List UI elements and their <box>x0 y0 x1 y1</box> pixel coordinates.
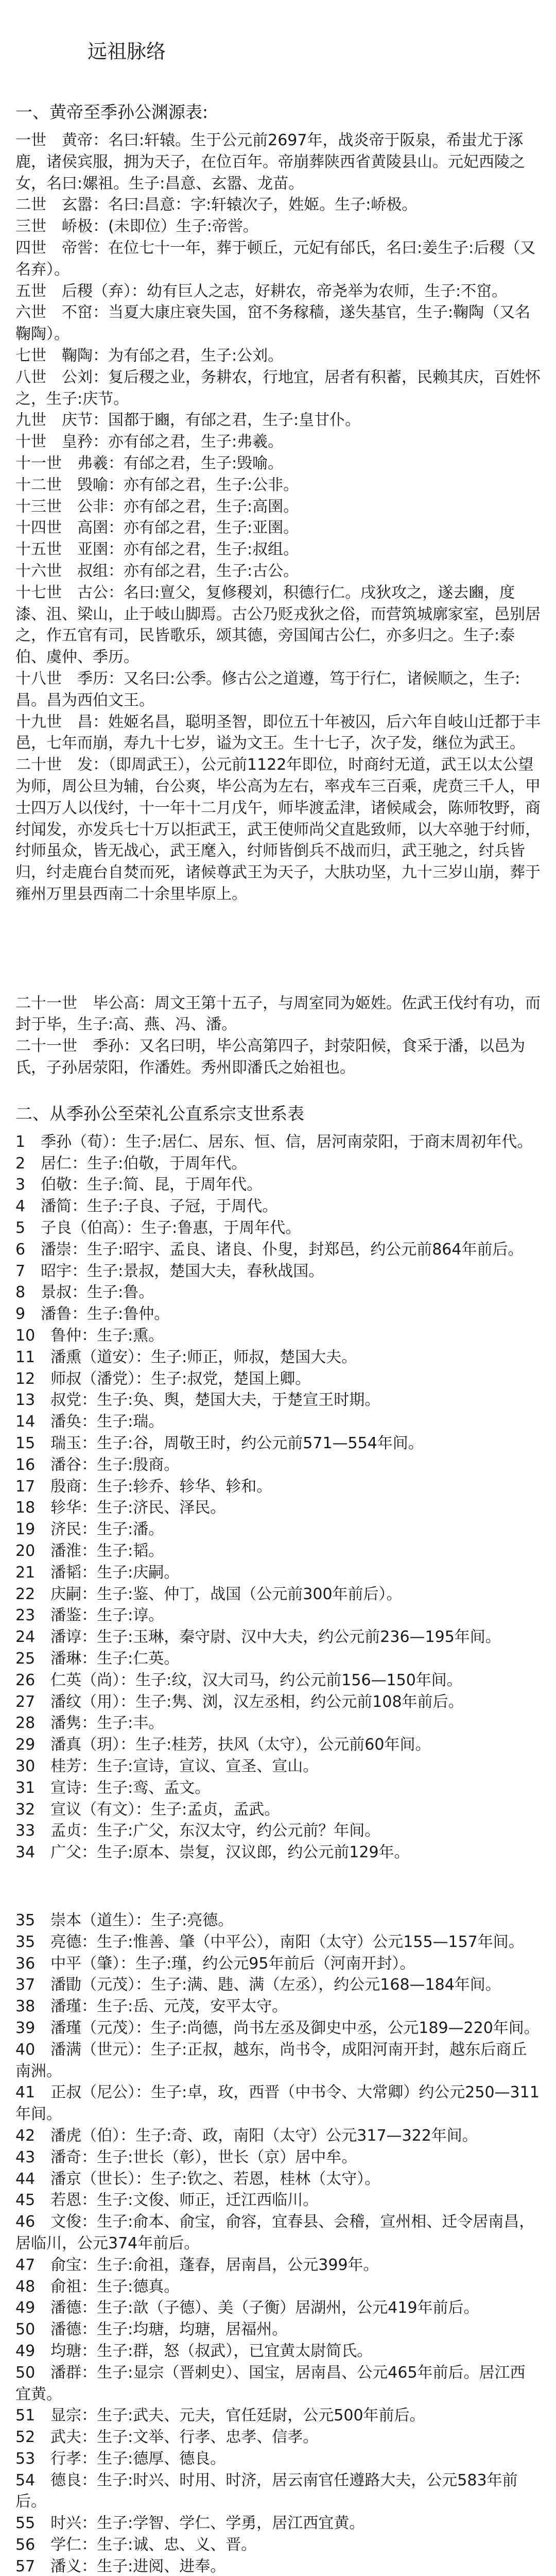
lineage-entry: 52 武夫：生子:文举、行孝、忠孝、信孝。 <box>15 2428 319 2447</box>
lineage-entry: 35 亮德：生子:惟善、肇（中平公），南阳（太守）公元155—157年间。 <box>15 1933 524 1951</box>
lineage-entry: 二世 玄嚣：名曰:昌意：字:轩辕次子，姓姬。生子:峤极。 <box>15 196 418 214</box>
lineage-entry: 56 学仁：生子:诚、忠、义、晋。 <box>15 2536 257 2554</box>
lineage-entry: 31 宣诗：生子:鸾、孟文。 <box>15 1778 211 1797</box>
lineage-entry: 45 若恩：生子:文俊、师正，迁江西临川。 <box>15 2191 319 2210</box>
lineage-entry: 十八世 季历：又名曰:公季。修古公之道遵，笃于行仁，诸候顺之，生子:昌。昌为西伯文王。 <box>15 669 520 709</box>
lineage-entry: 十七世 古公：名曰:亶父，复修稷刘，积德行仁。戌狄攻之，遂去豳，度漆、沮、梁山，止于岐山脚焉。古公乃贬戎狄之俗，而营筑城廓家室，邑别居之，作五官有司，民皆歌乐，颂其德，旁国闻古公仁，亦多归之。生子:泰伯、虞仲、季历。 <box>15 583 541 667</box>
lineage-entry: 33 孟贞：生子:广父，东汉太守，约公元前？年间。 <box>15 1822 380 1840</box>
lineage-entry: 2 居仁：生子:伯敬，于周年代。 <box>15 1154 247 1173</box>
lineage-entry: 41 正叔（尼公）：生子:卓，玫，西晋（中书令、大常卿）约公元250—311年间。 <box>15 2083 540 2124</box>
lineage-entry: 15 瑞玉：生子:谷，周敬王时，约公元前571—554年间。 <box>15 1434 424 1453</box>
lineage-entry: 38 潘瑾：生子:岳、元茂，安平太守。 <box>15 1997 288 2016</box>
origin-lineage-list <box>15 130 541 905</box>
lineage-entry: 25 潘琳：生子:仁英。 <box>15 1650 180 1668</box>
lineage-entry: 四世 帝喾：在位七十一年，葬于顿丘，元妃有邰氏，名曰:姜生子:后稷（又名弃）。 <box>15 239 536 279</box>
lineage-entry: 55 时兴：生子:学智、学仁、学勇，居江西宜黄。 <box>15 2514 365 2533</box>
lineage-entry: 23 潘鉴：生子:谆。 <box>15 1606 164 1625</box>
lineage-entry: 二十一世 毕公高：周文王第十五子，与周室同为姬姓。佐武王伐纣有功，而封于毕，生子:高、燕、冯、潘。 <box>15 994 541 1034</box>
lineage-entry: 一世 黄帝：名曰:轩辕。生于公元前2697年，战炎帝于阪泉，希蚩尤于涿鹿，诸侯宾服，拥为天子，在位百年。帝崩葬陕西省黄陵县山。元妃西陵之女，名曰:嫘祖。生子:昌意、玄嚣、龙苗。 <box>15 131 525 193</box>
lineage-entry: 16 潘谷：生子:殷商。 <box>15 1455 180 1474</box>
lineage-entry: 二十一世 季孙：又名曰明，毕公高第四子，封荥阳候，食采于潘，以邑为氏，子孙居荥阳，作潘姓。秀州即潘氏之始祖也。 <box>15 1037 525 1077</box>
lineage-entry: 48 俞祖：生子:德真。 <box>15 2277 180 2296</box>
lineage-entry: 57 潘义：生子:进阅、进奉。 <box>15 2557 226 2575</box>
lineage-entry: 49 潘德：生子:歆（子德）、美（子衡）居湖州，公元419年前后。 <box>15 2299 479 2317</box>
lineage-entry: 9 潘鲁：生子:鲁仲。 <box>15 1305 170 1324</box>
lineage-entry: 32 宣议（有文）：生子:孟贞，孟武。 <box>15 1800 280 1819</box>
lineage-entry: 35 崇本（道生）：生子:亮德。 <box>15 1911 234 1929</box>
lineage-entry: 十二世 毁喻：亦有邰之君，生子:公非。 <box>15 476 299 494</box>
lineage-entry: 39 潘瑾（元茂）：生子:尚德，尚书左丞及御史中丞，公元189—220年间。 <box>15 2019 540 2037</box>
lineage-entry: 28 潘隽：生子:丰。 <box>15 1714 164 1733</box>
section-heading-lineage-origin: 一、黄帝至季孙公渊源表: <box>15 102 208 122</box>
lineage-entry: 九世 庆节：国都于豳，有邰之君，生子:皇甘仆。 <box>15 411 361 430</box>
lineage-entry: 十九世 昌：姓姬名昌，聪明圣智，即位五十年被囚，后六年自岐山迁都于丰邑，七年而崩，寿九十七岁，谥为文王。生十七子，次子发，继位为武王。 <box>15 713 541 753</box>
lineage-entry: 22 庆嗣：生子:鉴、仲丁，战国（公元前300年前后）。 <box>15 1585 402 1603</box>
lineage-entry: 44 潘京（世长）：生子:钦之、若恩，桂林（太守）。 <box>15 2170 380 2188</box>
lineage-entry: 12 师叔（潘党）：生子:叔党，楚国上卿。 <box>15 1369 311 1388</box>
lineage-entry: 51 显宗：生子:武夫、元夫，官任廷尉，公元500年前后。 <box>15 2406 425 2425</box>
lineage-entry: 53 行孝：生子:德厚、德良。 <box>15 2449 226 2468</box>
lineage-entry: 47 俞宝：生子:俞祖，蓬春，居南昌，公元399年。 <box>15 2256 379 2274</box>
lineage-entry: 十四世 高圉：亦有邰之君，生子:亚圉。 <box>15 519 299 537</box>
lineage-entry: 30 桂芳：生子:宣诗，宣议、宣圣、宣山。 <box>15 1757 319 1775</box>
origin-lineage-list-continued <box>15 993 541 1079</box>
lineage-entry: 11 潘熏（道安）：生子:师正，师叔，楚国大夫。 <box>15 1348 357 1366</box>
lineage-entry: 8 景叔：生子:鲁。 <box>15 1283 154 1302</box>
lineage-entry: 19 济民：生子:潘。 <box>15 1520 164 1539</box>
lineage-entry: 50 潘德：生子:均瑭，均瑭，居福州。 <box>15 2320 288 2339</box>
lineage-entry: 29 潘真（玥）：生子:桂芳，扶风（太守），公元前60年间。 <box>15 1736 431 1754</box>
lineage-entry: 36 中平（肇）：生子:瑾，约公元95年前后（河南开封）。 <box>15 1954 415 1973</box>
lineage-entry: 十六世 叔组：亦有邰之君，生子:古公。 <box>15 562 299 580</box>
direct-lineage-list <box>15 1131 541 2576</box>
lineage-entry: 34 广父：生子:原本、崇复，汉议郎，约公元前129年。 <box>15 1843 410 1862</box>
lineage-entry: 13 叔党：生子:奂、舆，楚国大夫，于楚宣王时期。 <box>15 1391 380 1410</box>
lineage-entry: 5 子良（伯高）：生子:鲁惠，于周年代。 <box>15 1219 301 1238</box>
lineage-entry: 46 文俊：生子:俞本、俞宝，俞容，宜春县、会稽，宣州相、迁令居南昌，居临川，公元374年前后。 <box>15 2213 535 2252</box>
lineage-entry: 十三世 公非：亦有邰之君，生子:高圉。 <box>15 497 299 516</box>
lineage-entry: 14 潘奂：生子:瑞。 <box>15 1413 164 1431</box>
lineage-entry: 42 潘虎（伯）：生子:奇、政，南阳（太守）公元317—322年间。 <box>15 2126 478 2145</box>
lineage-entry: 七世 鞠陶：为有邰之君，生子:公刘。 <box>15 346 284 365</box>
lineage-entry: 40 潘满（世元）：生子:正叔，越东，尚书令，成阳河南开封，越东后商丘南洲。 <box>15 2040 527 2080</box>
lineage-entry: 6 潘崇：生子:昭宇、孟良、诸良、仆叟，封郑邑，约公元前864年前后。 <box>15 1240 524 1259</box>
lineage-entry: 十世 皇矜：亦有邰之君，生子:弗羲。 <box>15 433 284 451</box>
section-heading-direct-lineage: 二、从季孙公至荣礼公直系宗支世系表 <box>15 1103 304 1124</box>
lineage-entry: 43 潘奇：生子:世长（彰），世长（京）居中牟。 <box>15 2148 357 2166</box>
lineage-entry: 18 轸华：生子:济民、泽民。 <box>15 1499 226 1517</box>
lineage-entry: 三世 峤极：(未即位）生子:帝喾。 <box>15 217 258 236</box>
lineage-entry: 7 昭宇：生子:景叔，楚国大夫，春秋战国。 <box>15 1262 324 1280</box>
lineage-entry: 1 季孙（荀）：生子:居仁、居东、恒、信，居河南荥阳，于商末周初年代。 <box>15 1132 533 1151</box>
lineage-entry: 八世 公刘：复后稷之业，务耕农，行地宜，居者有积蓄，民赖其庆，百姓怀之，生子:庆节。 <box>15 368 541 408</box>
lineage-entry: 二十世 发：（即周武王），公元前1122年即位，时商纣无道，武王以太公望为师，周公旦为辅，台公爽，毕公高为左右，率戎车三百乘，虎贲三千人，甲士四万人以伐纣，十一年十二月戊午，师毕渡孟津，诸候咸会，陈师牧野，商纣闻发，亦发兵七十万以拒武王，武王使师尚父直匙致师，以大卒驰于纣师，纣师虽众，皆无战心，武王麾入，纣师皆倒兵不战而归，武王驰之，纣兵皆归，纣走鹿台自焚而死，诸候尊武王为天子，大肤功坚，九十三岁山崩，葬于雍州万里县西南二十余里毕原上。 <box>15 756 541 903</box>
lineage-entry: 50 潘群：生子:显宗（晋刺史）、国宝，居南昌、公元465年前后。居江西宜黄。 <box>15 2363 526 2403</box>
lineage-entry: 21 潘韬：生子:庆嗣。 <box>15 1563 180 1582</box>
lineage-entry: 五世 后稷（弃）：幼有巨人之志，好耕农，帝尧举为农师，生子:不窋。 <box>15 282 508 300</box>
lineage-entry: 十五世 亚圉：亦有邰之君，生子:叔组。 <box>15 540 299 559</box>
lineage-entry: 49 均瑭：生子:群，怒（叔武），已宜黄太尉简氏。 <box>15 2342 373 2360</box>
lineage-entry: 54 德良：生子:时兴、时用、时济，居云南官任遵路大夫，公元583年前后。 <box>15 2471 518 2511</box>
lineage-entry: 3 伯敬：生子:简、昆，于周年代。 <box>15 1176 263 1194</box>
lineage-entry: 37 潘勖（元茂）：生子:满、韪、满（左丞），约公元168—184年间。 <box>15 1976 501 1994</box>
page-title: 远祖脉络 <box>88 40 166 63</box>
lineage-entry: 4 潘简：生子:子良、子冠，于周代。 <box>15 1197 278 1216</box>
lineage-entry: 20 潘淮：生子:韬。 <box>15 1542 164 1561</box>
lineage-entry: 六世 不窋：当夏大康庄衰失国，窋不务稼穑，遂失基官，生子:鞠陶（又名鞠陶）。 <box>15 303 531 344</box>
lineage-entry: 24 潘谆：生子:玉琳，秦守尉、汉中大夫，约公元前236—195年间。 <box>15 1628 501 1647</box>
lineage-entry: 十一世 弗羲：有邰之君，生子:毁喻。 <box>15 454 284 472</box>
lineage-entry: 10 鲁仲：生子:熏。 <box>15 1327 164 1345</box>
lineage-entry: 27 潘纹（用）：生子:隽、浏，汉左丞相，约公元前108年前后。 <box>15 1692 464 1711</box>
lineage-entry: 17 殷商：生子:轸乔、轸华、轸和。 <box>15 1477 272 1496</box>
lineage-entry: 26 仁英（尚）：生子:纹，汉大司马，约公元前156—150年间。 <box>15 1671 462 1689</box>
